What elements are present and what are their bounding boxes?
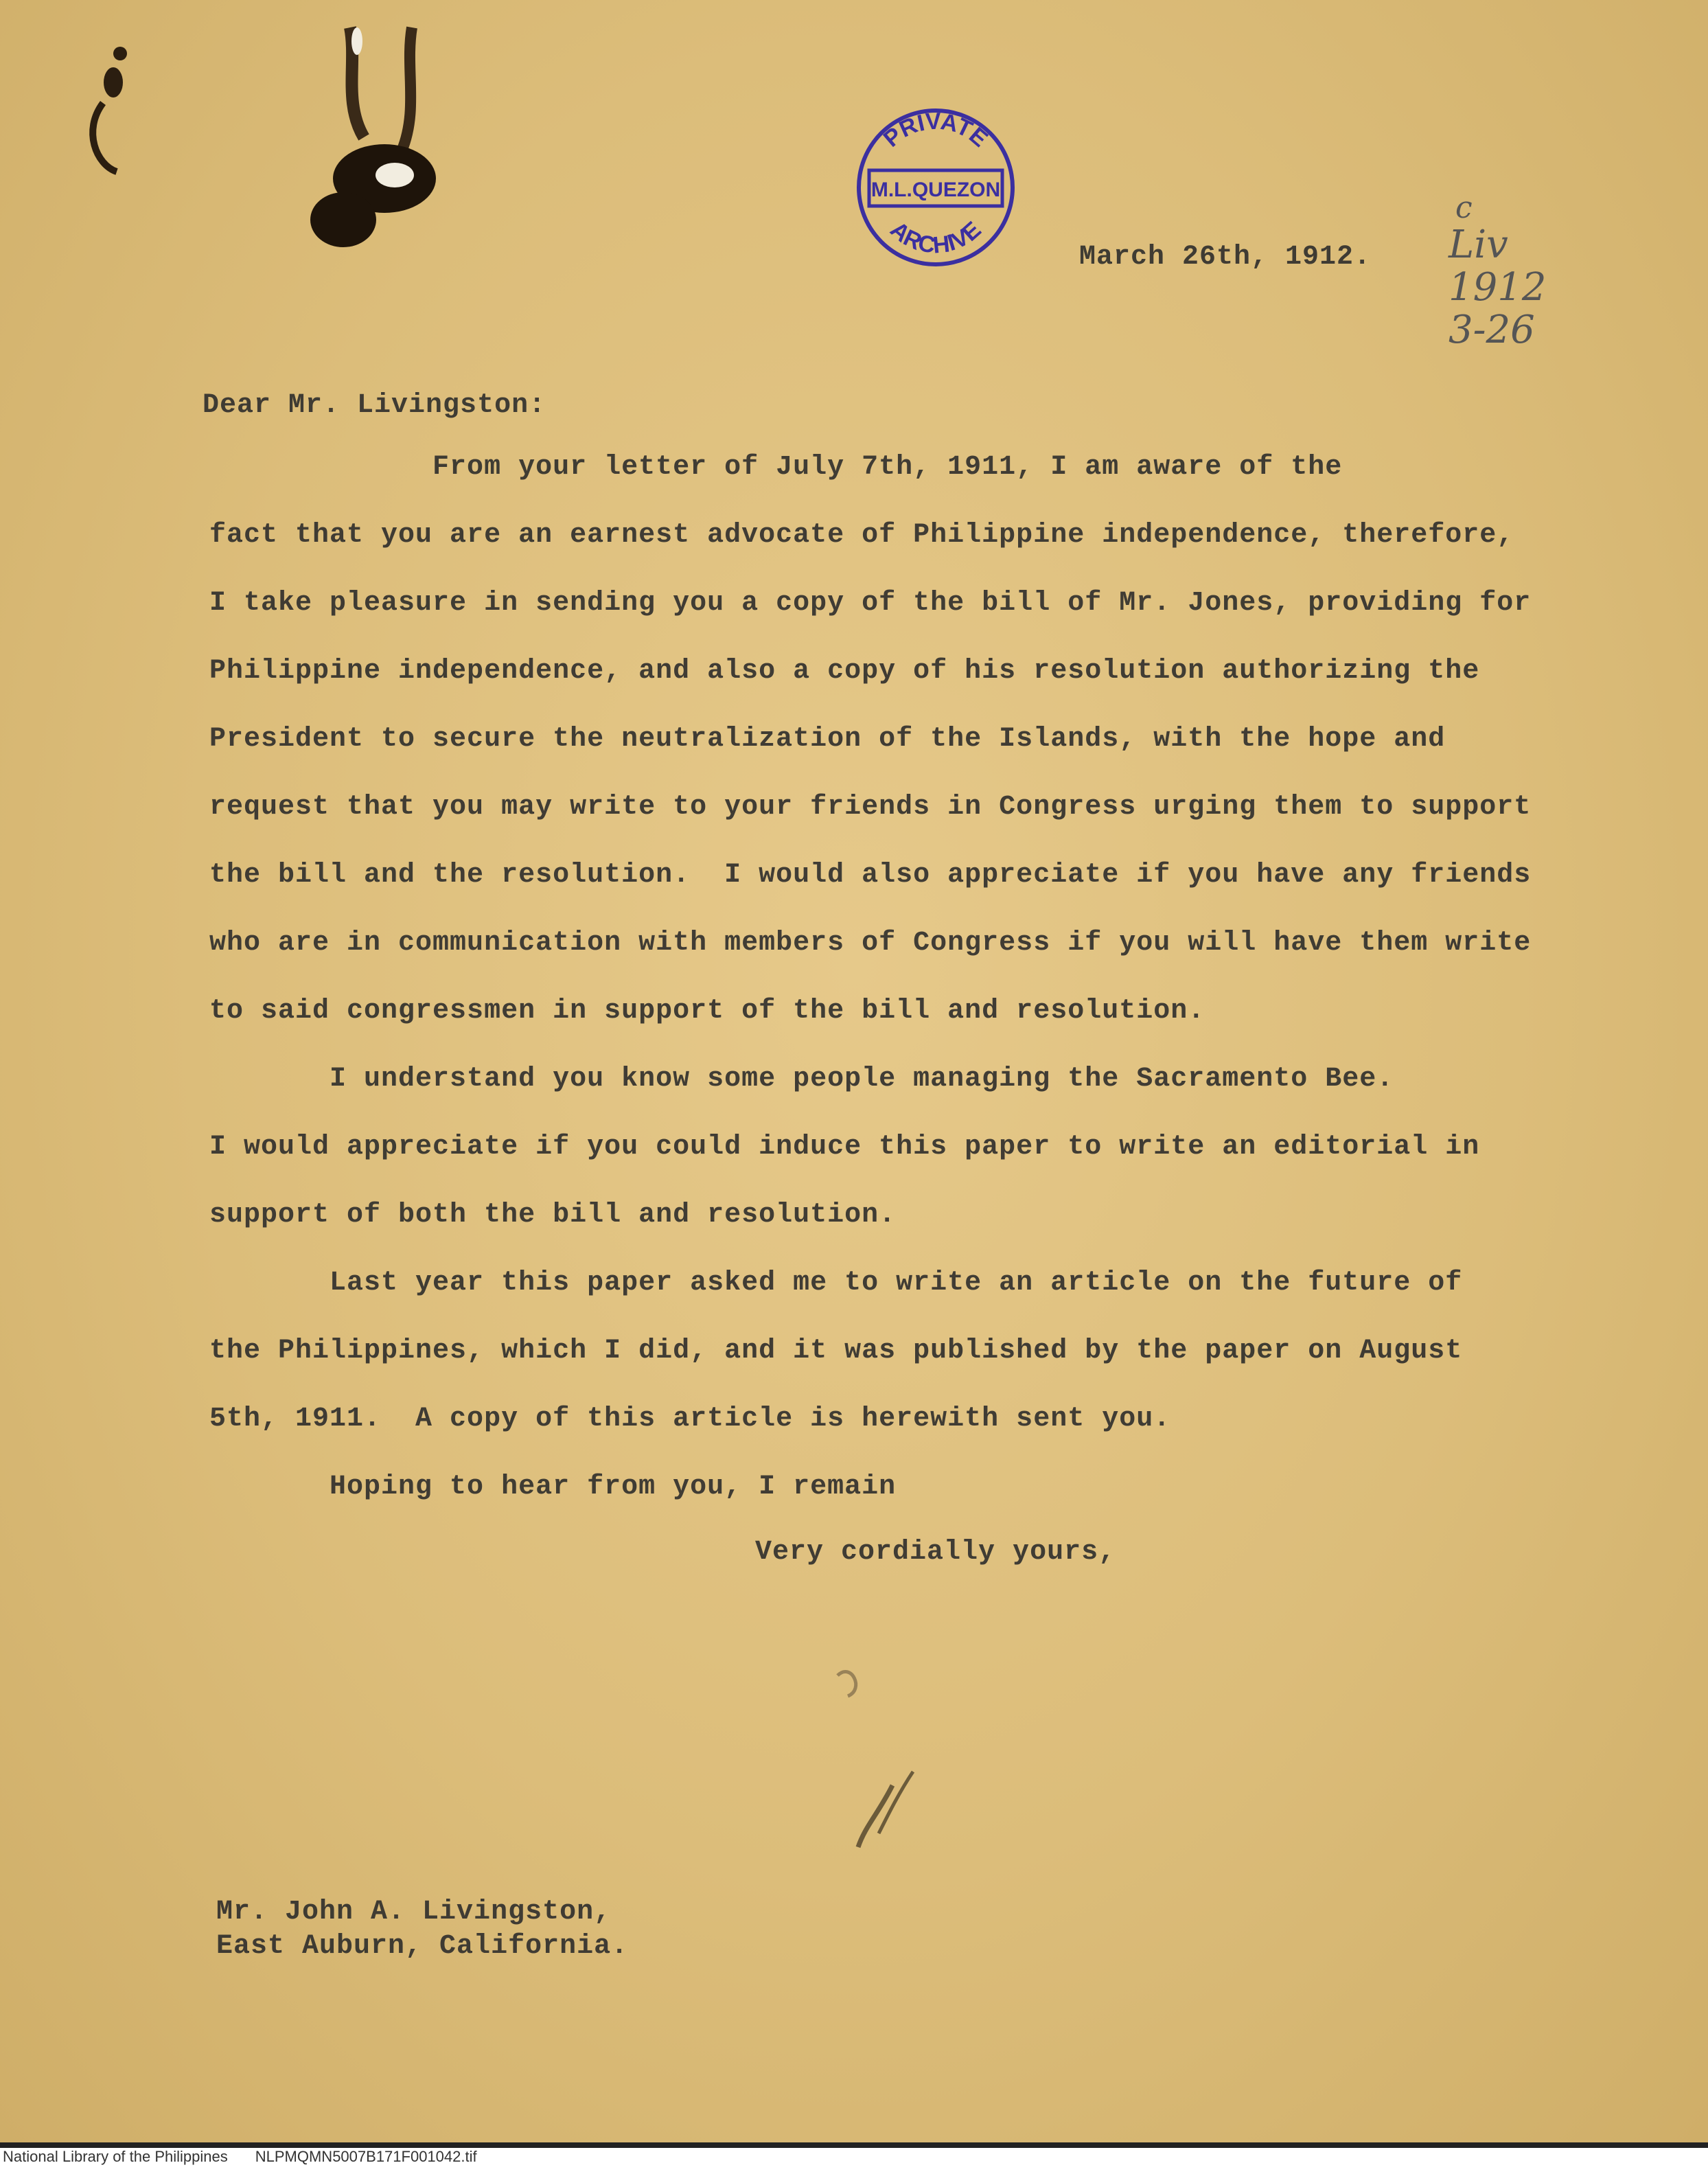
letter-closing: Very cordially yours,	[755, 1537, 1116, 1568]
svg-text:ARCHIVE	[885, 216, 986, 258]
pencil-line-1: c	[1455, 190, 1473, 225]
body-line: President to secure the neutralization of the Islands, with the hope and	[209, 724, 1446, 755]
body-line: support of both the bill and resolution.	[209, 1200, 897, 1231]
body-line: who are in communication with members of Congress if you will have them write	[209, 928, 1532, 959]
pencil-annotation	[1428, 189, 1606, 354]
letter-date: March 26th, 1912.	[1079, 242, 1372, 273]
body-line: Philippine independence, and also a copy of his resolution authorizing the	[209, 656, 1480, 687]
body-line: fact that you are an earnest advocate of Philippine independence, therefore,	[209, 520, 1514, 551]
stamp-center-text: M.L.QUEZON	[870, 179, 1001, 201]
body-line: Last year this paper asked me to write an article on the future of	[209, 1268, 1463, 1298]
body-line: 5th, 1911. A copy of this article is herewith sent you.	[209, 1404, 1171, 1434]
footer-file-id: NLPMQMN5007B171F001042.tif	[255, 2148, 477, 2165]
letter-salutation: Dear Mr. Livingston:	[203, 390, 546, 421]
burn-marks-image	[0, 0, 481, 288]
body-line: I would appreciate if you could induce this paper to write an editorial in	[209, 1132, 1480, 1163]
footer-institution: National Library of the Philippines	[3, 2148, 228, 2165]
body-line: From your letter of July 7th, 1911, I am aware of the	[209, 452, 1343, 483]
pencil-line-2: Liv	[1449, 222, 1508, 267]
svg-text:PRIVATE	[879, 108, 993, 152]
pencil-scribble-image	[810, 1648, 989, 1854]
address-line-2: East Auburn, California.	[216, 1931, 629, 1962]
body-line: the bill and the resolution. I would also appreciate if you have any friends	[209, 860, 1532, 891]
body-line: to said congressmen in support of the bill and resolution.	[209, 996, 1205, 1027]
archive-stamp	[850, 102, 1022, 273]
body-line: the Philippines, which I did, and it was published by the paper on August	[209, 1336, 1463, 1366]
body-line: Hoping to hear from you, I remain	[209, 1472, 897, 1502]
pencil-line-3: 1912	[1449, 265, 1547, 310]
pencil-line-4: 3-26	[1449, 308, 1535, 352]
body-line: request that you may write to your friends in Congress urging them to support	[209, 792, 1532, 823]
scan-footer	[3, 2148, 1705, 2171]
stamp-bottom-text: ARCHIVE	[885, 216, 986, 259]
body-line: I take pleasure in sending you a copy of the bill of Mr. Jones, providing for	[209, 588, 1532, 619]
body-line: I understand you know some people managing the Sacramento Bee.	[209, 1064, 1394, 1095]
address-line-1: Mr. John A. Livingston,	[216, 1897, 612, 1927]
stamp-top-text: PRIVATE	[878, 108, 993, 152]
